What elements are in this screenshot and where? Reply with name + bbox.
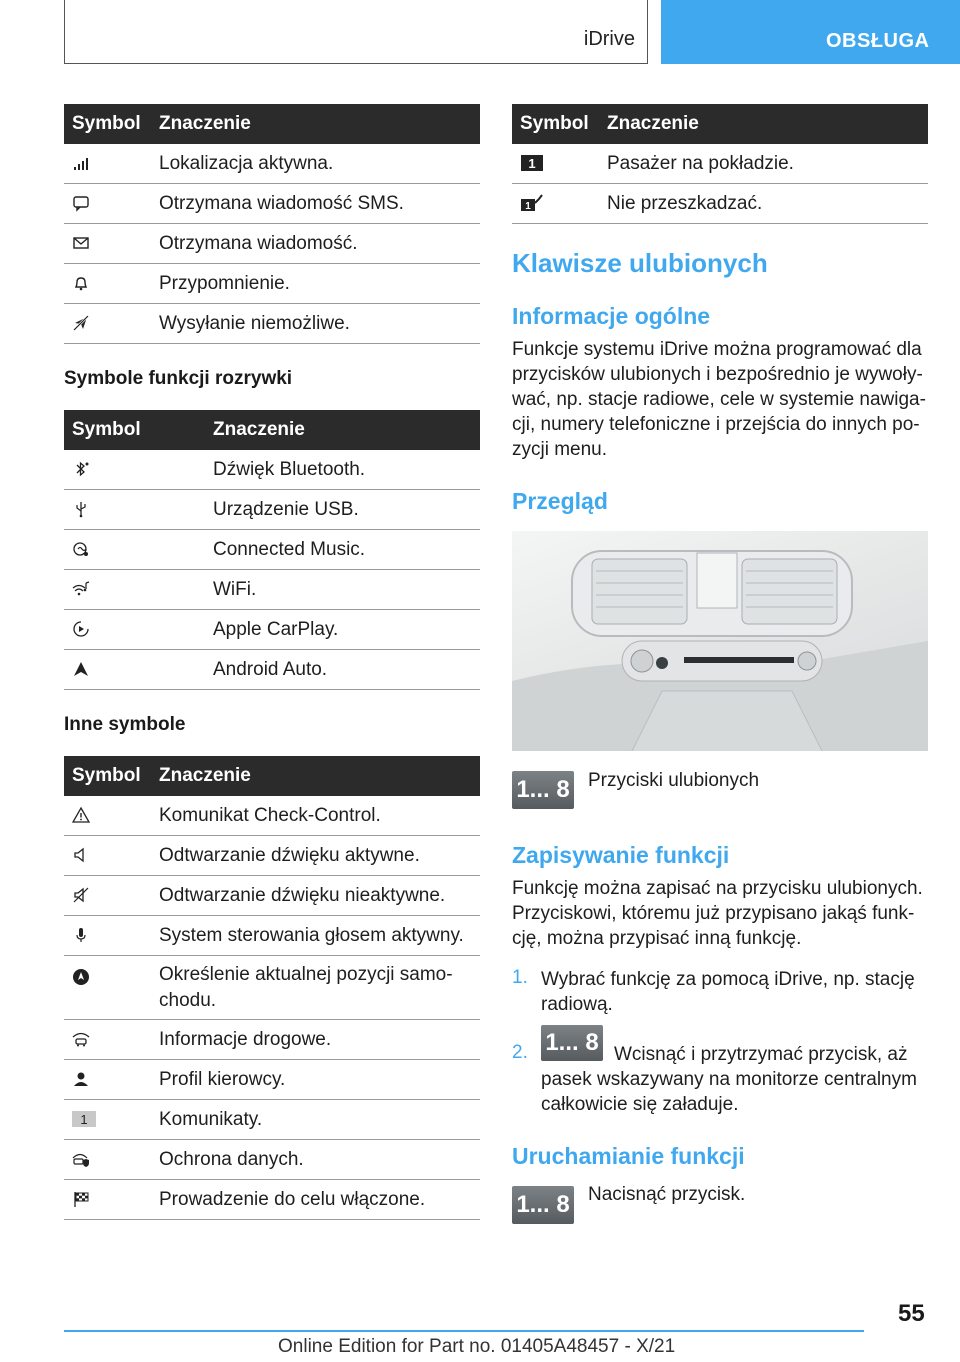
step-2-text: Wcisnąć i przytrzymać przycisk, aż pasek wskazywany na monitorze centralnym całkowicie się załaduje. [541,1044,917,1115]
row-text: Connected Music. [205,530,480,570]
col-symbol: Symbol [64,756,151,796]
row-text: Komunikaty. [151,1100,480,1140]
svg-text:1: 1 [528,156,536,172]
section-other: Inne symbole [64,714,186,735]
col-meaning: Znaczenie [151,756,480,796]
table-row [64,264,480,304]
row-text: Apple CarPlay. [205,610,480,650]
table-row [64,1020,480,1060]
status-symbols-table [64,104,480,344]
table-row [64,650,480,690]
row-text: Pasażer na pokładzie. [599,144,928,184]
header-frame [64,0,648,64]
row-text: Odtwarzanie dźwięku aktywne. [151,836,480,876]
page-number: 55 [898,1300,925,1327]
favorites-title: Klawisze ulubionych [512,248,768,278]
table-row [64,1100,480,1140]
run-title: Uruchamianie funkcji [512,1143,745,1169]
traffic-info-icon [72,1030,90,1048]
table-row [64,876,480,916]
data-privacy-icon [72,1150,90,1168]
entertainment-symbols-table [64,410,480,690]
table-row [512,184,928,224]
table-row [64,450,480,490]
row-text: WiFi. [205,570,480,610]
row-text: Wysyłanie niemożliwe. [151,304,480,344]
step-number: 1. [512,967,528,988]
send-disabled-icon [72,314,90,332]
connected-music-icon [72,540,90,558]
position-icon [72,968,90,986]
col-symbol: Symbol [64,410,205,450]
section-entertainment: Symbole funkcji rozrywki [64,368,293,389]
table-row [64,1060,480,1100]
table-row [64,916,480,956]
step-1-text: Wybrać funkcję za pomocą iDrive, np. stację radiową. [541,969,915,1015]
row-text [151,956,480,1020]
favorites-button-image: 1... 8 [541,1025,603,1061]
table-row [64,796,480,836]
table-header [64,410,480,450]
row-text: Otrzymana wiadomość SMS. [151,184,480,224]
table-row [64,144,480,184]
col-symbol: Symbol [64,104,151,144]
row-text: Informacje drogowe. [151,1020,480,1060]
col-meaning: Znaczenie [599,104,928,144]
table-row [64,1140,480,1180]
step-number: 2. [512,1042,528,1063]
row-text: Odtwarzanie dźwięku nieaktywne. [151,876,480,916]
table-row [512,144,928,184]
sms-bubble-icon [72,194,90,212]
overview-title: Przegląd [512,488,608,514]
row-text: Przypomnienie. [151,264,480,304]
bell-icon [72,274,90,292]
warning-triangle-icon [72,806,90,824]
svg-text:1: 1 [80,1112,88,1128]
row-text: Prowadzenie do celu włączone. [151,1180,480,1220]
speaker-icon [72,846,90,864]
general-text: Funkcje systemu iDrive można programować dla przycisków ulubionych i bezpośrednio je wywoły-wać, np. stacje radiowe, cele w systemie nawiga-cji, numery telefoniczne i przejścia do innych po-zycji menu. [512,339,926,460]
col-symbol: Symbol [512,104,599,144]
header-tab [661,0,960,64]
table-row [64,490,480,530]
general-title: Informacje ogólne [512,303,711,329]
row-text: Profil kierowcy. [151,1060,480,1100]
footer-edition: Online Edition for Part no. 01405A48457 - X/21 [278,1336,676,1357]
favorites-button-image: 1... 8 [512,771,574,809]
row-text: Otrzymana wiadomość. [151,224,480,264]
favorites-button-image: 1... 8 [512,1186,574,1224]
table-row [64,224,480,264]
run-text: Nacisnąć przycisk. [588,1184,746,1205]
col-meaning: Znaczenie [205,410,480,450]
dashboard-photo [512,531,928,751]
row-text: Android Auto. [205,650,480,690]
row-text: Komunikat Check-Control. [151,796,480,836]
row-text: System sterowania głosem aktywny. [151,916,480,956]
favorites-caption: Przyciski ulubionych [588,770,760,791]
driver-profile-icon [72,1070,90,1088]
save-title: Zapisywanie funkcji [512,842,730,868]
save-text: Funkcję można zapisać na przycisku ulubionych. Przyciskowi, któremu już przypisano jakąś funk-cję, można przypisać inną funkcję. [512,878,923,949]
table-header [512,104,928,144]
row-text: Lokalizacja aktywna. [151,144,480,184]
header-section: iDrive [583,28,635,50]
row-text-line: Określenie aktualnej pozycji samo- chodu. [159,963,453,1011]
finish-flag-icon [72,1190,90,1208]
usb-icon [72,500,90,518]
carplay-icon [72,620,90,638]
bluetooth-audio-icon [72,460,90,478]
passenger-icon [520,154,544,172]
do-not-disturb-icon [520,194,544,212]
passenger-symbols-table [512,104,928,224]
row-text: Ochrona danych. [151,1140,480,1180]
table-row [64,1180,480,1220]
speaker-muted-icon [72,886,90,904]
row-text: Nie przeszkadzać. [599,184,928,224]
table-row [64,530,480,570]
table-row [64,836,480,876]
row-text: Urządzenie USB. [205,490,480,530]
table-row [64,570,480,610]
header-tab-label: OBSŁUGA [826,30,930,52]
android-auto-icon [72,660,90,678]
footer-divider [64,1330,864,1332]
other-symbols-table [64,756,480,1220]
table-row [64,184,480,224]
row-text: Dźwięk Bluetooth. [205,450,480,490]
wifi-music-icon [72,580,90,598]
messages-icon [72,1110,96,1128]
table-row [64,304,480,344]
col-meaning: Znaczenie [151,104,480,144]
table-header [64,104,480,144]
svg-text:1: 1 [525,201,531,213]
envelope-icon [72,234,90,252]
microphone-icon [72,926,90,944]
table-row [64,610,480,650]
table-header [64,756,480,796]
signal-bars-icon [72,154,90,172]
table-row [64,956,480,1020]
